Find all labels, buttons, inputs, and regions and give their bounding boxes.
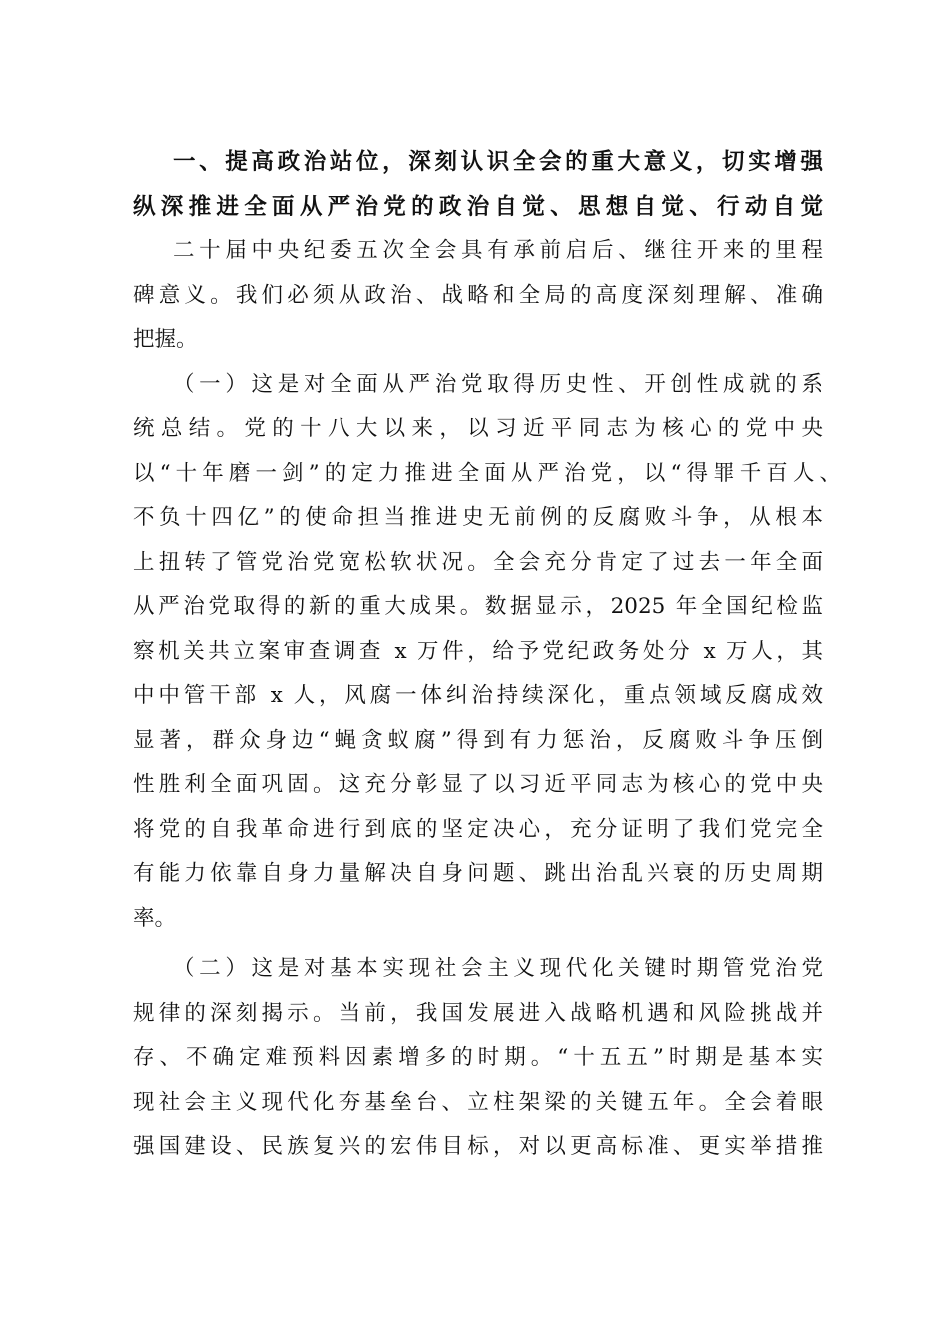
- paragraph-line: 将党的自我革命进行到底的坚定决心，充分证明了我们党完全: [133, 816, 823, 842]
- paragraph-line: 中中管干部 x 人，风腐一体纠治持续深化，重点领域反腐成效: [133, 683, 823, 708]
- paragraph-line: 不负十四亿”的使命担当推进史无前例的反腐败斗争，从根本: [133, 505, 823, 530]
- paragraph-line: 从严治党取得的新的重大成果。数据显示，2025 年全国纪检监: [133, 594, 823, 619]
- heading-line: 一、提高政治站位，深刻认识全会的重大意义，切实增强: [173, 149, 823, 175]
- paragraph-line: 以“十年磨一剑”的定力推进全面从严治党，以“得罪千百人、: [133, 460, 841, 486]
- paragraph-line: 率。: [133, 905, 177, 931]
- section-2-paragraph: [133, 947, 823, 1170]
- paragraph-line: 有能力依靠自身力量解决自身问题、跳出治乱兴衰的历史周期: [133, 861, 823, 886]
- intro-paragraph: [133, 229, 823, 363]
- paragraph-line: 统总结。党的十八大以来，以习近平同志为核心的党中央: [133, 416, 823, 441]
- heading-line: 纵深推进全面从严治党的政治自觉、思想自觉、行动自觉: [133, 193, 823, 220]
- paragraph-line: 现社会主义现代化夯基垒台、立柱架梁的关键五年。全会着眼: [133, 1089, 823, 1115]
- paragraph-line: 碑意义。我们必须从政治、战略和全局的高度深刻理解、准确: [133, 282, 823, 308]
- document-page: [133, 140, 841, 1170]
- paragraph-line: 上扭转了管党治党宽松软状况。全会充分肯定了过去一年全面: [133, 549, 823, 575]
- paragraph-line: 把握。: [133, 327, 198, 352]
- paragraph-line: （二）这是对基本实现社会主义现代化关键时期管党治党: [173, 956, 823, 981]
- paragraph-line: （一）这是对全面从严治党取得历史性、开创性成就的系: [173, 371, 823, 397]
- paragraph-line: 二十届中央纪委五次全会具有承前启后、继往开来的里程: [173, 238, 823, 263]
- paragraph-line: 性胜利全面巩固。这充分彰显了以习近平同志为核心的党中央: [133, 772, 823, 797]
- paragraph-line: 存、不确定难预料因素增多的时期。“十五五”时期是基本实: [133, 1045, 823, 1070]
- section-1-paragraph: [133, 363, 841, 942]
- paragraph-line: 强国建设、民族复兴的宏伟目标，对以更高标准、更实举措推: [133, 1134, 823, 1159]
- paragraph-line: 显著，群众身边“蝇贪蚁腐”得到有力惩治，反腐败斗争压倒: [133, 727, 823, 753]
- paragraph-line: 察机关共立案审查调查 x 万件，给予党纪政务处分 x 万人，其: [133, 638, 823, 664]
- section-heading: [133, 140, 823, 229]
- paragraph-line: 规律的深刻揭示。当前，我国发展进入战略机遇和风险挑战并: [133, 1000, 823, 1026]
